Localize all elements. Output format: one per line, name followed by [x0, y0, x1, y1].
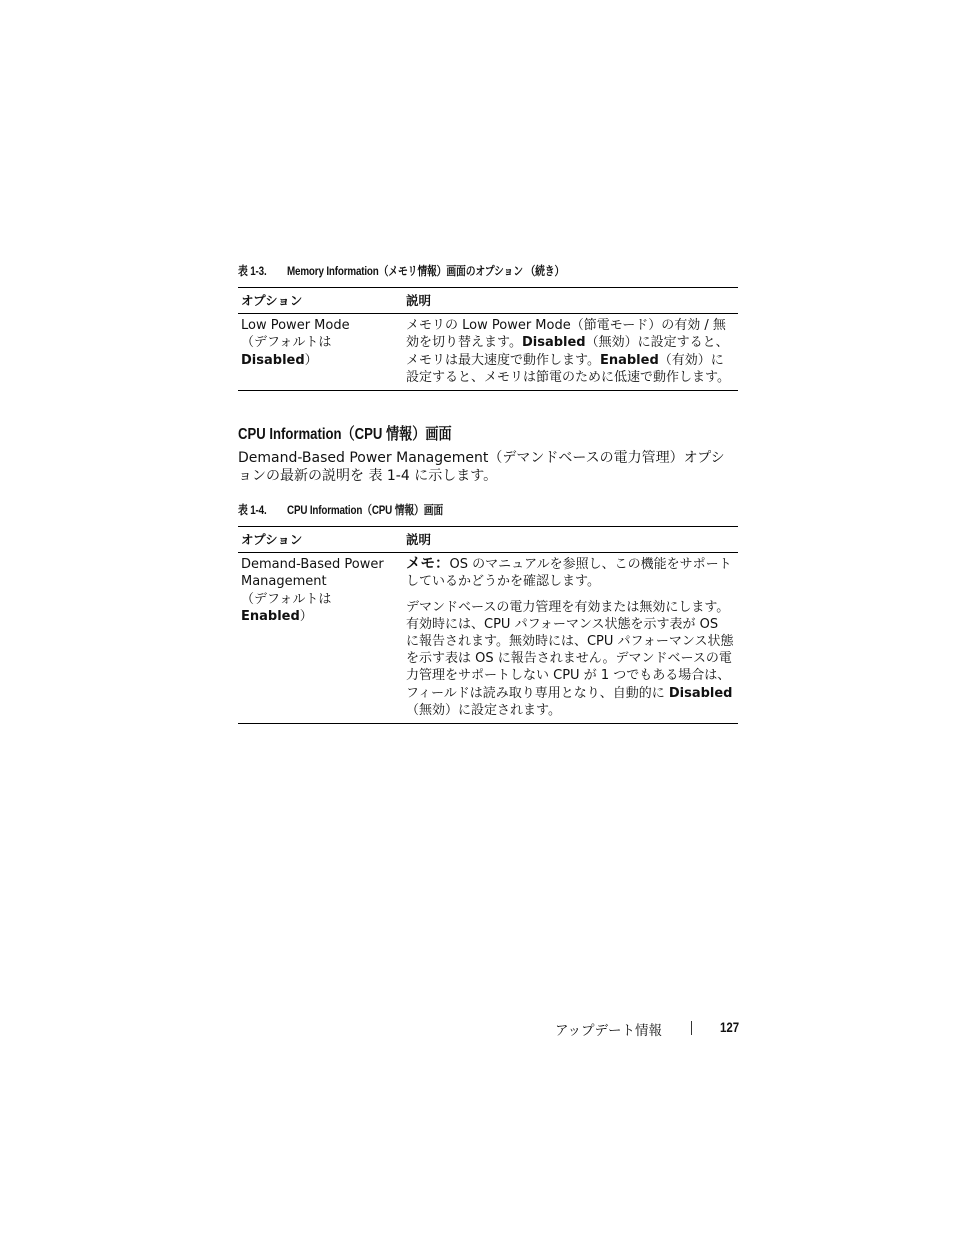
table-caption [238, 262, 625, 279]
column-header-option: オプション [238, 527, 403, 553]
option-name: Low Power Mode [241, 318, 350, 334]
table-row [238, 553, 738, 724]
description-text: （無効）に設定すると、メモリは最大速度で動作します。 [406, 335, 729, 368]
section-heading [238, 421, 498, 444]
memory-options-table [238, 287, 738, 391]
description-cell [403, 314, 738, 391]
table-number: 表 1-4. [238, 503, 267, 517]
option-default-value: Disabled [241, 352, 305, 368]
table-row [238, 314, 738, 391]
option-cell [238, 553, 403, 724]
table-header-row [238, 527, 738, 553]
table-caption [238, 501, 477, 518]
description-text: （無効）に設定されます。 [406, 702, 561, 718]
option-default-label: （デフォルトは [241, 591, 332, 607]
page-number-text: 127 [720, 1019, 740, 1035]
footer-chapter: アップデート情報 [555, 1023, 663, 1039]
column-header-description: 説明 [403, 527, 738, 553]
section-heading-text: CPU Information（CPU 情報）画面 [238, 426, 452, 443]
option-default-value: Enabled [241, 608, 300, 624]
table-header-row [238, 288, 738, 314]
column-header-description: 説明 [403, 288, 738, 314]
option-default-close: ） [299, 608, 313, 624]
description-cell [403, 553, 738, 724]
description-bold: Disabled [668, 685, 733, 701]
option-cell [238, 314, 403, 391]
page-number [720, 1019, 743, 1036]
description-bold: Enabled [599, 352, 659, 368]
option-default-close: ） [304, 352, 318, 368]
note-label: メモ： [406, 556, 450, 573]
description-text: （有効）に設定すると、メモリは節電のために低速で動作します。 [406, 352, 730, 385]
table-title: Memory Information（メモリ情報）画面のオプション （続き） [286, 264, 564, 278]
description-text: メモリの Low Power Mode（節電モード）の有効 / 無効を切り替えます。 [406, 318, 726, 351]
description-text: デマンドベースの電力管理を有効または無効にします。有効時には、CPU パフォーマンス状態を示す表が OS に報告されます。無効時には、CPU パフォーマンス状態を示す表は OS に報告されません。デマンドベースの電力管理をサポートしない CPU が 1 つでもある場合は、フィールドは読み取り専用となり、自動的に [406, 599, 734, 701]
table-title: CPU Information（CPU 情報）画面 [286, 503, 443, 517]
table-number: 表 1-3. [238, 264, 267, 278]
option-default-label: （デフォルトは [241, 335, 332, 351]
column-header-option: オプション [238, 288, 403, 314]
footer-separator [691, 1021, 692, 1035]
cpu-options-table [238, 526, 738, 724]
description-bold: Disabled [521, 335, 586, 351]
note-text: OS のマニュアルを参照し、この機能をサポートしているかどうかを確認します。 [406, 557, 732, 590]
description-body [406, 599, 735, 719]
note [406, 556, 735, 590]
option-name: Demand-Based Power Management [241, 557, 384, 590]
section-paragraph: Demand-Based Power Management（デマンドベースの電力管理）オプションの最新の説明を 表 1-4 に示します。 [238, 450, 725, 484]
